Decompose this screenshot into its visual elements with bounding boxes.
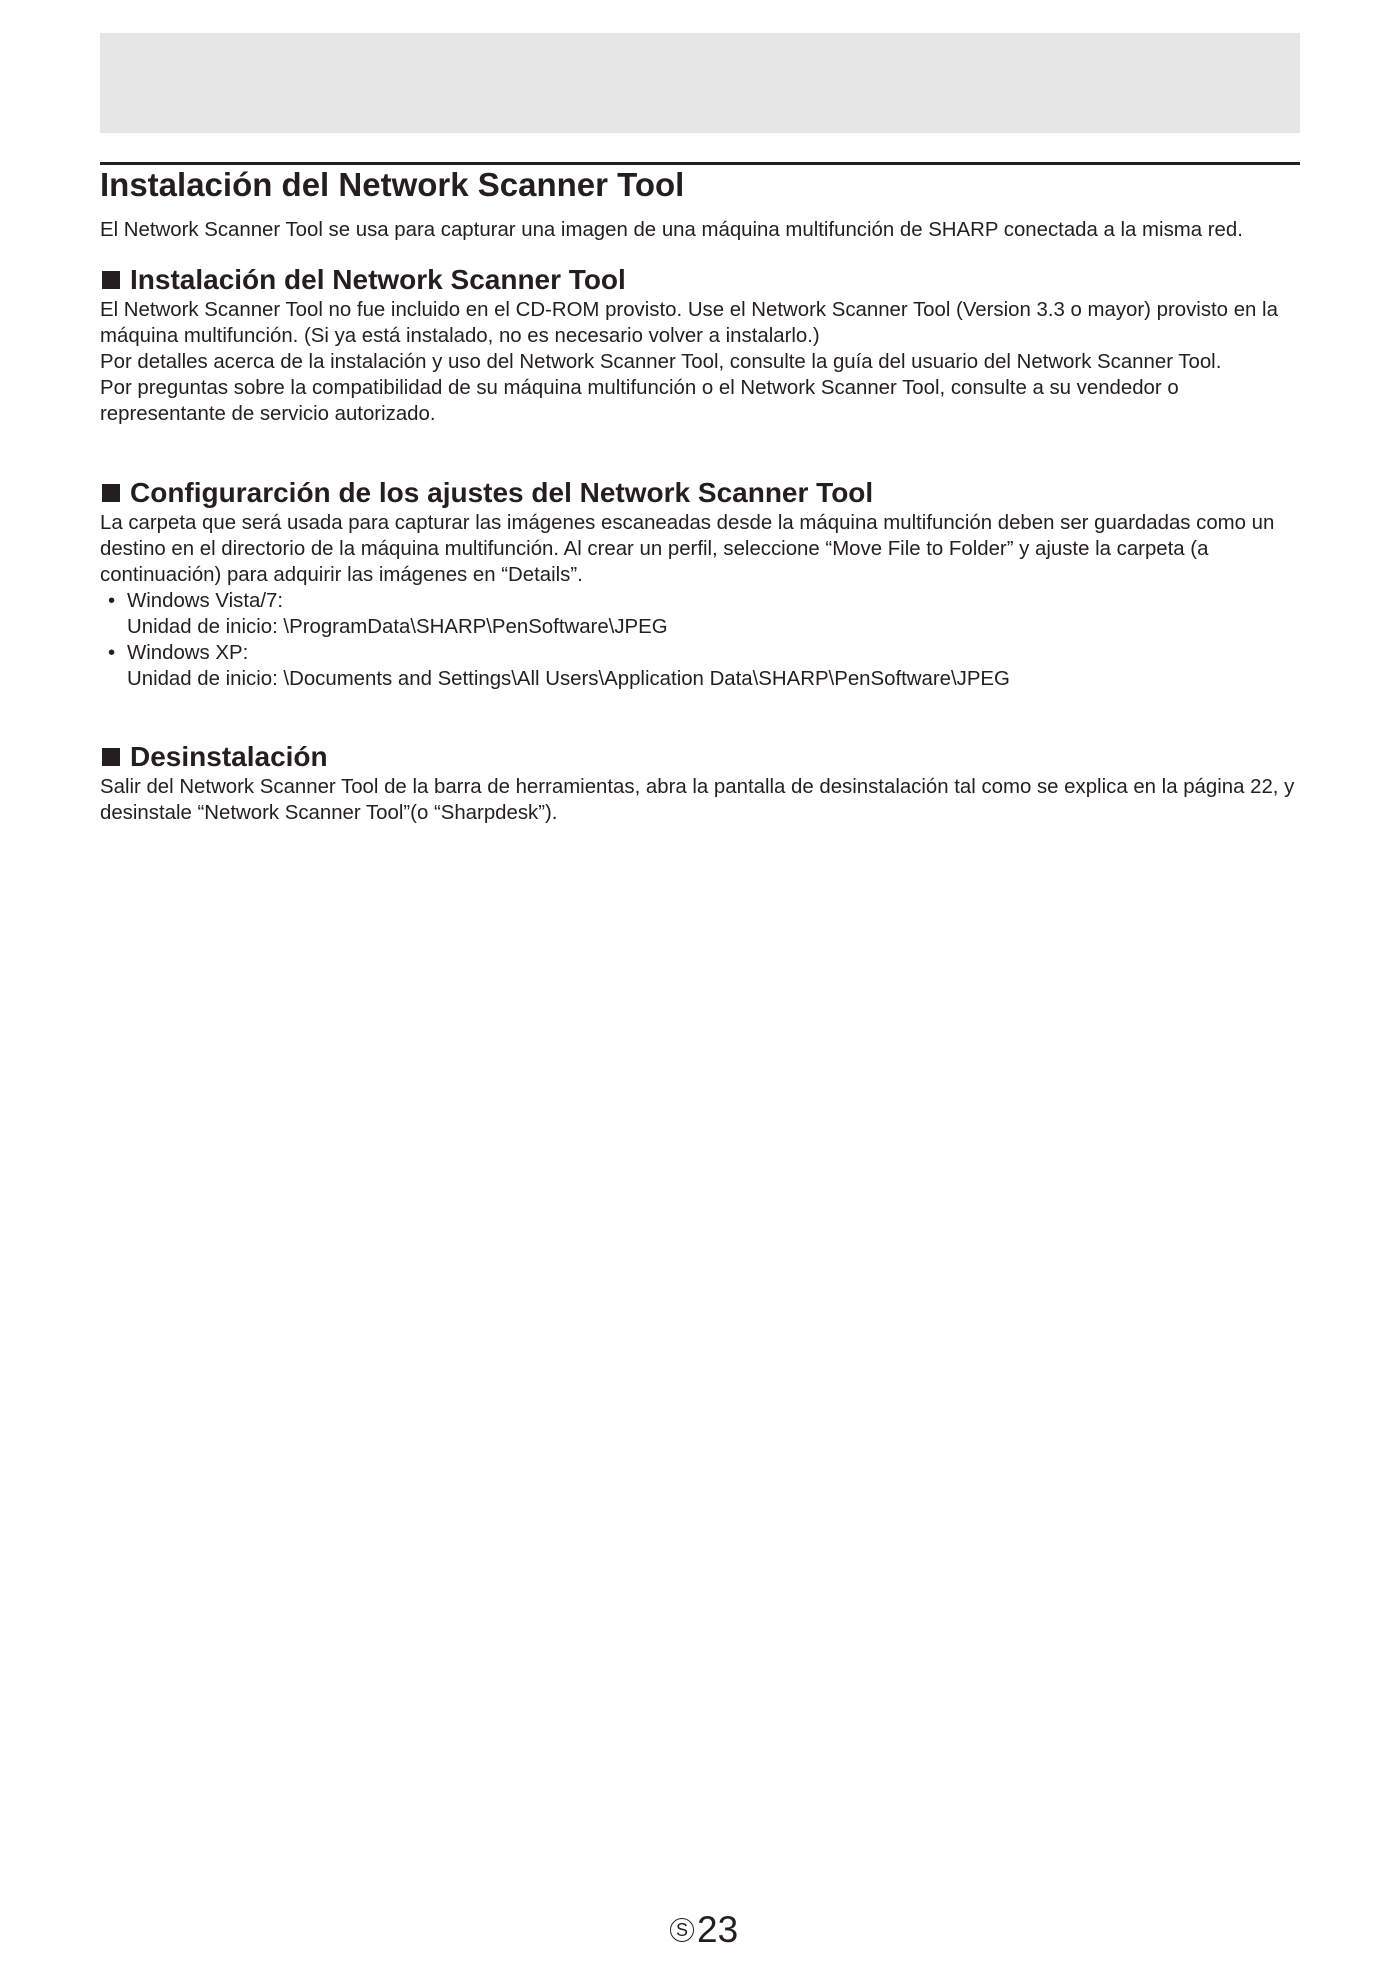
section-installation — [100, 263, 1300, 427]
page-content — [100, 164, 1300, 826]
section-configuration — [100, 476, 1300, 692]
section-heading — [100, 263, 1300, 297]
language-mark-icon: S — [670, 1918, 694, 1942]
section-heading — [100, 740, 1300, 774]
section-paragraph: Por detalles acerca de la instalación y uso del Network Scanner Tool, consulte la guía del usuario del Network Scanner Tool. — [100, 351, 1222, 373]
section-heading-text: Configurarción de los ajustes del Network Scanner Tool — [130, 477, 874, 508]
page-number — [670, 1908, 738, 1952]
os-list — [100, 588, 1300, 692]
section-paragraph: El Network Scanner Tool no fue incluido en el CD-ROM provisto. Use el Network Scanner Tool (Version 3.3 o mayor) provisto en la máquina multifunción. (Si ya está instalado, no es necesario volver a instalarlo.) — [100, 299, 1278, 347]
section-heading — [100, 476, 1300, 510]
section-uninstallation — [100, 740, 1300, 826]
intro-paragraph: El Network Scanner Tool se usa para capturar una imagen de una máquina multifunción de SHARP conectada a la misma red. — [100, 219, 1243, 241]
os-name: Windows Vista/7: — [127, 590, 284, 612]
folder-path: Unidad de inicio: \ProgramData\SHARP\PenSoftware\JPEG — [127, 616, 668, 638]
page-number-text: 23 — [697, 1909, 739, 1950]
square-bullet-icon — [102, 748, 120, 766]
header-band — [100, 33, 1300, 133]
list-item — [100, 588, 1300, 640]
folder-path: Unidad de inicio: \Documents and Settings\All Users\Application Data\SHARP\PenSoftware\JPEG — [127, 668, 1010, 690]
section-paragraph: Salir del Network Scanner Tool de la barra de herramientas, abra la pantalla de desinstalación tal como se explica en la página 22, y desinstale “Network Scanner Tool”(o “Sharpdesk”). — [100, 776, 1295, 824]
page-title: Instalación del Network Scanner Tool — [100, 166, 685, 203]
section-heading-text: Desinstalación — [130, 741, 328, 772]
section-heading-text: Instalación del Network Scanner Tool — [130, 264, 626, 295]
section-paragraph: La carpeta que será usada para capturar las imágenes escaneadas desde la máquina multifunción deben ser guardadas como un destino en el directorio de la máquina multifunción. Al crear un perfil, seleccione “Move File to Folder” y ajuste la carpeta (a continuación) para adquirir las imágenes en “Details”. — [100, 512, 1275, 586]
list-item — [100, 640, 1300, 692]
bullet-icon: • — [108, 590, 116, 612]
square-bullet-icon — [102, 484, 120, 502]
bullet-icon: • — [108, 642, 116, 664]
square-bullet-icon — [102, 271, 120, 289]
os-name: Windows XP: — [127, 642, 249, 664]
section-paragraph: Por preguntas sobre la compatibilidad de su máquina multifunción o el Network Scanner Tool, consulte a su vendedor o representante de servicio autorizado. — [100, 377, 1179, 425]
